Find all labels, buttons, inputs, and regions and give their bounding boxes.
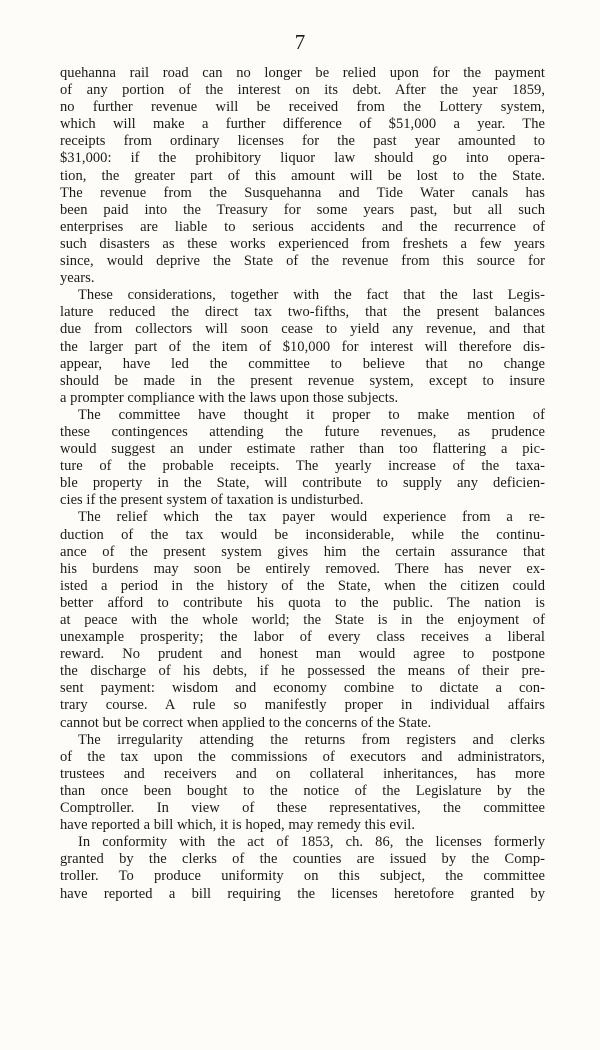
- paragraph: [60, 407, 545, 510]
- text-line: granted by the clerks of the counties are issued by the Comp-: [60, 851, 545, 868]
- text-line: enterprises are liable to serious accidents and the recurrence of: [60, 218, 545, 235]
- text-line: tion, the greater part of this amount will be lost to the State.: [60, 167, 545, 184]
- text-line: The irregularity attending the returns from registers and clerks: [78, 731, 545, 748]
- text-line: due from collectors will soon cease to yield any revenue, and that: [60, 321, 545, 338]
- text-line: The committee have thought it proper to make mention of: [78, 406, 545, 423]
- text-line: The relief which the tax payer would experience from a re-: [78, 509, 545, 526]
- text-line: The revenue from the Susquehanna and Tide Water canals has: [60, 184, 545, 201]
- text-line: been paid into the Treasury for some years past, but all such: [60, 201, 545, 218]
- text-line: sent payment: wisdom and economy combine to dictate a con-: [60, 680, 545, 697]
- text-line: have reported a bill which, it is hoped, may remedy this evil.: [60, 817, 416, 834]
- paragraph: [60, 732, 545, 835]
- text-line: In conformity with the act of 1853, ch. 86, the licenses formerly: [78, 834, 545, 851]
- text-line: which will make a further difference of $51,000 a year. The: [60, 116, 545, 133]
- text-line: receipts from ordinary licenses for the past year amounted to: [60, 133, 545, 150]
- text-line: since, would deprive the State of the revenue from this source for: [60, 253, 545, 270]
- text-line: $31,000: if the prohibitory liquor law should go into opera-: [60, 150, 545, 167]
- text-line: a prompter compliance with the laws upon those subjects.: [60, 389, 399, 406]
- text-line: duction of the tax would be inconsiderable, while the continu-: [60, 526, 545, 543]
- text-line: better afford to contribute his quota to the public. The nation is: [60, 594, 545, 611]
- text-line: of any portion of the interest on its debt. After the year 1859,: [60, 82, 545, 99]
- text-line: such disasters as these works experienced from freshets a few years: [60, 235, 545, 252]
- text-line: the discharge of his debts, if he possessed the means of their pre-: [60, 663, 545, 680]
- paragraph: [60, 834, 545, 902]
- paragraph: [60, 287, 545, 407]
- text-line: years.: [60, 270, 95, 287]
- text-line: have reported a bill requiring the licenses heretofore granted by: [60, 885, 545, 902]
- text-line: ble property in the State, will contribute to supply any deficien-: [60, 475, 545, 492]
- text-line: cies if the present system of taxation is undisturbed.: [60, 492, 364, 509]
- text-line: trustees and receivers and on collateral inheritances, has more: [60, 765, 545, 782]
- text-line: trary course. A rule so manifestly proper in individual affairs: [60, 697, 545, 714]
- body-text: [60, 65, 545, 903]
- text-line: These considerations, together with the fact that the last Legis-: [78, 287, 545, 304]
- text-line: should be made in the present revenue system, except to insure: [60, 372, 545, 389]
- text-line: ance of the present system gives him the certain assurance that: [60, 543, 545, 560]
- text-line: reward. No prudent and honest man would agree to postpone: [60, 646, 545, 663]
- text-line: these contingences attending the future revenues, as prudence: [60, 423, 545, 440]
- text-line: troller. To produce uniformity on this subject, the committee: [60, 868, 545, 885]
- text-line: cannot but be correct when applied to the concerns of the State.: [60, 714, 432, 731]
- paragraph: [60, 509, 545, 731]
- text-line: unexample prosperity; the labor of every class receives a liberal: [60, 629, 545, 646]
- page-number: 7: [294, 30, 306, 54]
- paragraph: [60, 65, 545, 287]
- text-line: Comptroller. In view of these representatives, the committee: [60, 800, 545, 817]
- text-line: quehanna rail road can no longer be relied upon for the payment: [60, 65, 545, 81]
- text-line: appear, have led the committee to believe that no change: [60, 355, 545, 372]
- text-line: no further revenue will be received from the Lottery system,: [60, 99, 545, 116]
- text-line: lature reduced the direct tax two-fifths, that the present balances: [60, 304, 545, 321]
- text-line: his burdens may soon be entirely removed. There has never ex-: [60, 560, 545, 577]
- text-line: isted a period in the history of the State, when the citizen could: [60, 577, 545, 594]
- text-line: than once been bought to the notice of the Legislature by the: [60, 782, 545, 799]
- text-line: at peace with the whole world; the State is in the enjoyment of: [60, 612, 545, 628]
- text-line: the larger part of the item of $10,000 for interest will therefore dis-: [60, 338, 545, 355]
- text-line: ture of the probable receipts. The yearly increase of the taxa-: [60, 458, 545, 475]
- text-line: of the tax upon the commissions of executors and administrators,: [60, 748, 545, 765]
- text-line: would suggest an under estimate rather than too flattering a pic-: [60, 441, 545, 458]
